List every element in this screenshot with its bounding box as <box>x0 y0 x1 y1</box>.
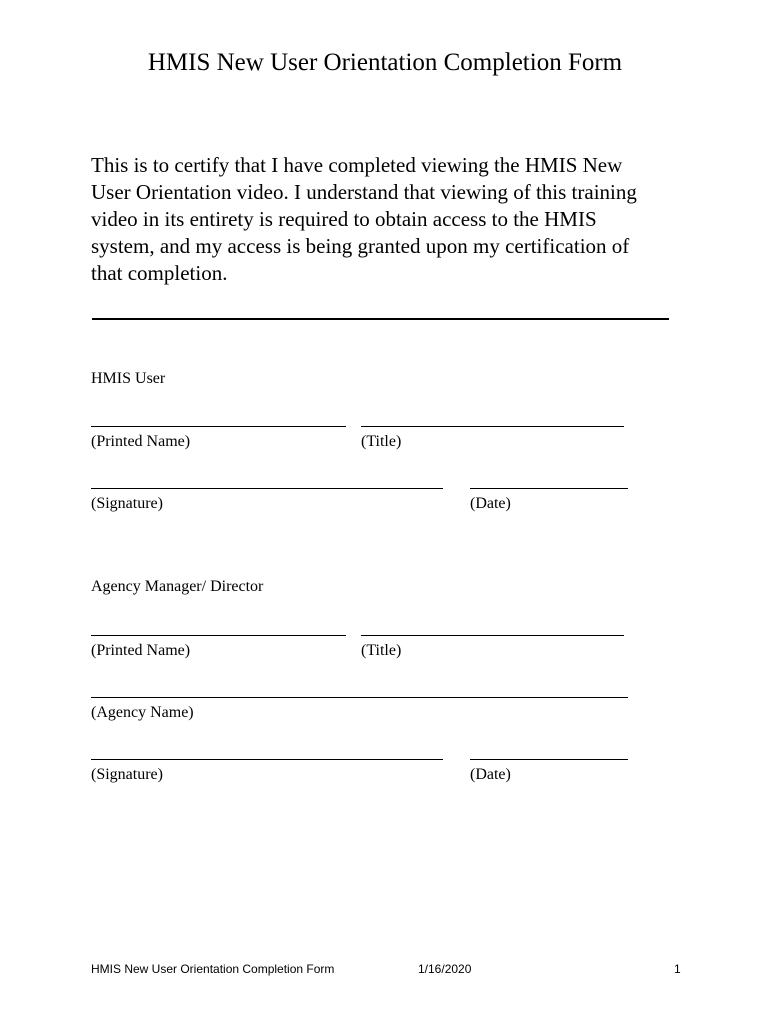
date-label: (Date) <box>470 766 511 783</box>
printed-name-label: (Printed Name) <box>91 642 191 659</box>
certification-line: system, and my access is being granted upon my certification of <box>91 234 630 258</box>
certification-line: This is to certify that I have completed viewing the HMIS New <box>91 153 623 177</box>
agency-manager-printed-name-field[interactable] <box>91 635 346 659</box>
section-divider <box>92 318 669 320</box>
agency-name-field[interactable] <box>91 697 628 721</box>
title-label: (Title) <box>361 433 402 450</box>
agency-name-label: (Agency Name) <box>91 704 194 721</box>
date-line <box>470 759 628 760</box>
hmis-user-heading: HMIS User <box>91 370 166 387</box>
signature-line <box>91 759 443 760</box>
hmis-user-title-field[interactable] <box>361 426 624 450</box>
hmis-user-date-field[interactable] <box>470 488 628 512</box>
footer-form-name: HMIS New User Orientation Completion Form <box>91 962 335 976</box>
signature-line <box>91 488 443 489</box>
certification-line: that completion. <box>91 261 228 285</box>
agency-manager-title-field[interactable] <box>361 635 624 659</box>
certification-line: User Orientation video. I understand that viewing of this training <box>91 180 637 204</box>
date-label: (Date) <box>470 495 511 512</box>
date-line <box>470 488 628 489</box>
hmis-user-signature-field[interactable] <box>91 488 443 512</box>
printed-name-label: (Printed Name) <box>91 433 191 450</box>
title-line <box>361 426 624 427</box>
footer-page-number: 1 <box>674 962 681 976</box>
printed-name-line <box>91 635 346 636</box>
agency-manager-date-field[interactable] <box>470 759 628 783</box>
title-line <box>361 635 624 636</box>
agency-name-line <box>91 697 628 698</box>
printed-name-line <box>91 426 346 427</box>
hmis-user-printed-name-field[interactable] <box>91 426 346 450</box>
page-title: HMIS New User Orientation Completion Form <box>147 49 623 76</box>
footer-date: 1/16/2020 <box>418 962 472 976</box>
signature-label: (Signature) <box>91 766 163 783</box>
certification-line: video in its entirety is required to obtain access to the HMIS <box>91 207 597 231</box>
signature-label: (Signature) <box>91 495 163 512</box>
agency-manager-heading: Agency Manager/ Director <box>91 578 264 595</box>
certification-statement <box>91 152 691 287</box>
agency-manager-signature-field[interactable] <box>91 759 443 783</box>
title-label: (Title) <box>361 642 402 659</box>
